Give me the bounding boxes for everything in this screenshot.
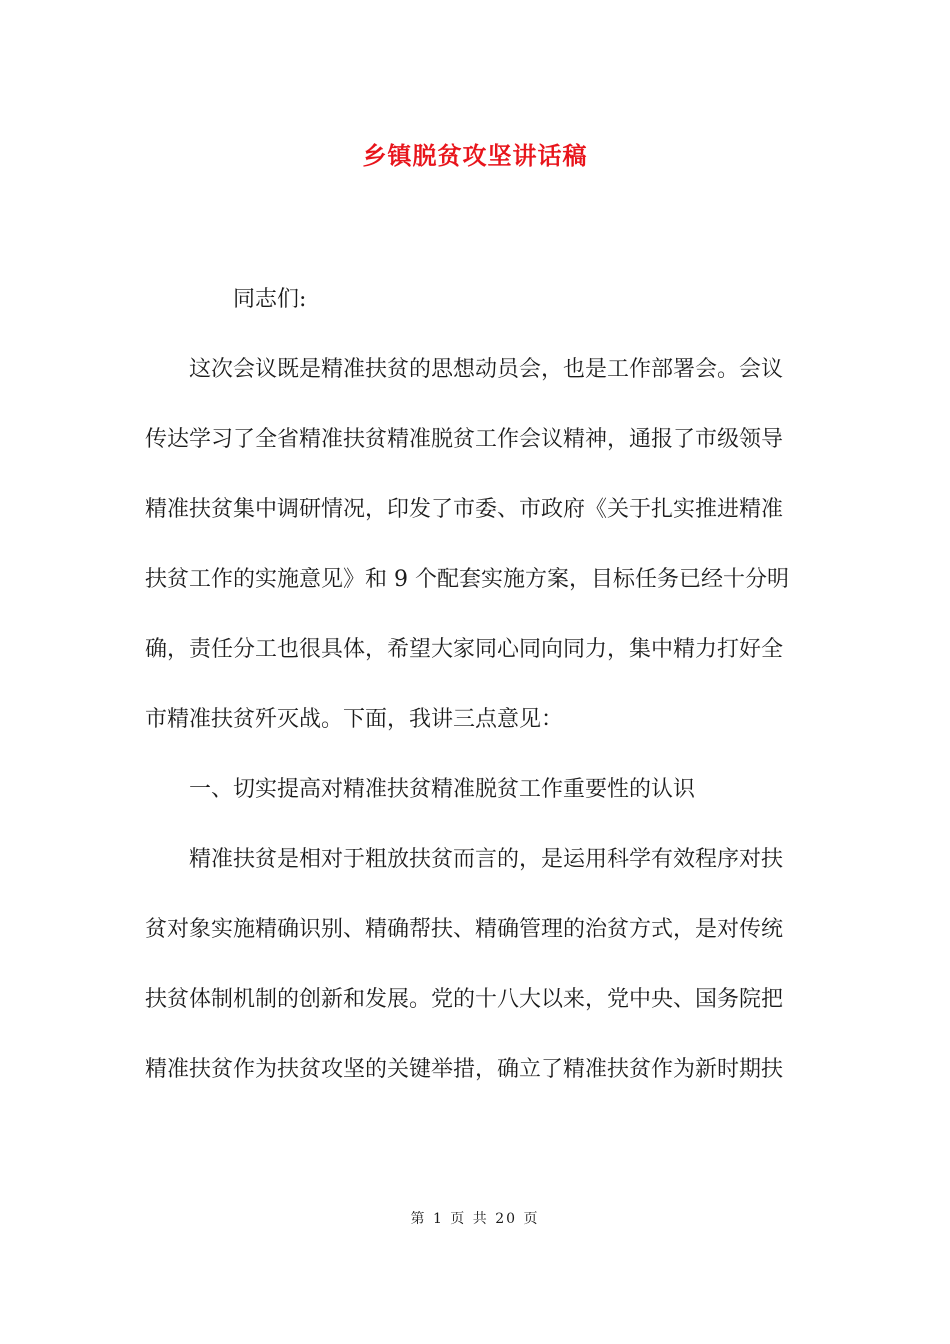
paragraph-line: 精准扶贫是相对于粗放扶贫而言的，是运用科学有效程序对扶 xyxy=(189,847,784,872)
paragraph-line: 精准扶贫集中调研情况，印发了市委、市政府《关于扎实推进精准 xyxy=(145,497,784,522)
paragraph-line: 市精准扶贫歼灭战。下面，我讲三点意见： xyxy=(145,707,564,732)
document-title: 乡镇脱贫攻坚讲话稿 xyxy=(362,141,588,170)
paragraph-line: 确，责任分工也很具体，希望大家同心同向同力，集中精力打好全 xyxy=(145,637,784,662)
paragraph-line: 贫对象实施精确识别、精确帮扶、精确管理的治贫方式，是对传统 xyxy=(145,917,784,942)
paragraph-line: 精准扶贫作为扶贫攻坚的关键举措，确立了精准扶贫作为新时期扶 xyxy=(145,1057,784,1082)
paragraph-line: 传达学习了全省精准扶贫精准脱贫工作会议精神，通报了市级领导 xyxy=(145,427,784,452)
paragraph-line: 扶贫工作的实施意见》和 9 个配套实施方案，目标任务已经十分明 xyxy=(145,567,789,592)
section-heading: 一、切实提高对精准扶贫精准脱贫工作重要性的认识 xyxy=(189,777,696,802)
salutation-line: 同志们: xyxy=(233,287,307,312)
paragraph-line: 扶贫体制机制的创新和发展。党的十八大以来，党中央、国务院把 xyxy=(145,987,784,1012)
page-footer: 第 1 页 共 20 页 xyxy=(410,1211,540,1227)
paragraph-line: 这次会议既是精准扶贫的思想动员会，也是工作部署会。会议 xyxy=(189,357,784,382)
